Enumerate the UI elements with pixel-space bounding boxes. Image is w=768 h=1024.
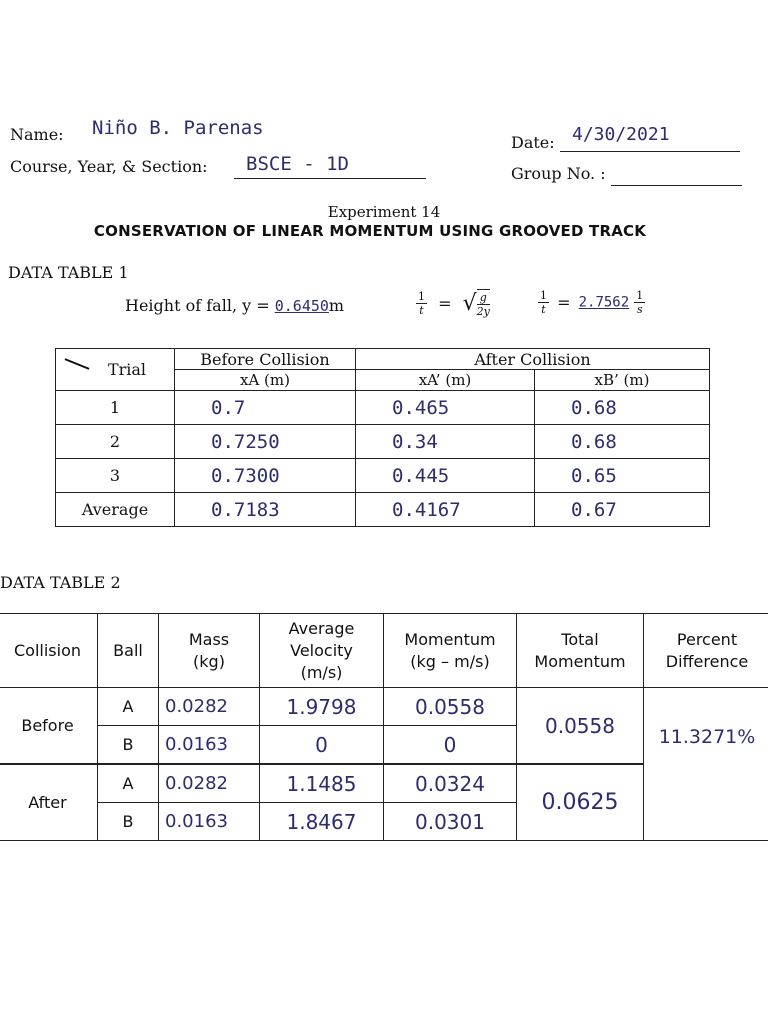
height-value: 0.6450: [274, 297, 329, 315]
total-momentum-header: Total Momentum: [517, 614, 644, 688]
table-row: B 0.0163 0 0: [0, 726, 768, 765]
experiment-title: CONSERVATION OF LINEAR MOMENTUM USING GROOVED TRACK: [93, 222, 647, 240]
height-unit: m: [328, 296, 345, 315]
before-label: Before: [0, 688, 98, 765]
date-underline: [560, 151, 740, 152]
sqrt-icon: √: [462, 291, 477, 316]
table-row: B 0.0163 1.8467 0.0301: [0, 803, 768, 841]
group-label: Group No. :: [511, 164, 606, 183]
table1-title: DATA TABLE 1: [8, 263, 129, 282]
experiment-number: Experiment 14: [327, 203, 441, 221]
collision-header: Collision: [0, 614, 98, 688]
total-momentum-before: 0.0558: [517, 688, 644, 765]
mass-header: Mass (kg): [159, 614, 260, 688]
percent-difference-header: Percent Difference: [644, 614, 768, 688]
table-row: 3 0.7300 0.445 0.65: [56, 459, 710, 493]
table-row: 1 0.7 0.465 0.68: [56, 391, 710, 425]
data-table-1: [55, 348, 710, 527]
after-label: After: [0, 764, 98, 841]
table-row: Before A 0.0282 1.9798 0.0558 0.0558 11.3271%: [0, 688, 768, 726]
table-row: 2 0.7250 0.34 0.68: [56, 425, 710, 459]
trial-header: Trial: [56, 349, 175, 391]
date-value: 4/30/2021: [572, 124, 670, 145]
xa-header: xA (m): [175, 370, 356, 391]
percent-difference-value: 11.3271%: [644, 688, 768, 841]
velocity-header: Average Velocity (m/s): [260, 614, 384, 688]
height-label: Height of fall, y =: [125, 296, 270, 315]
after-collision-header: After Collision: [356, 349, 710, 370]
momentum-header: Momentum (kg – m/s): [384, 614, 517, 688]
table2-title: DATA TABLE 2: [0, 573, 121, 592]
result-value: 2.7562: [578, 294, 630, 311]
height-of-fall: [125, 296, 344, 315]
date-label: Date:: [511, 133, 555, 152]
group-underline: [611, 185, 742, 186]
ball-header: Ball: [98, 614, 159, 688]
name-label: Name:: [10, 125, 64, 144]
formula-lhs: $\frac{1}{t}$: [418, 290, 425, 317]
formula-root: $\frac{g}{2y}$: [476, 291, 490, 318]
table-row: After A 0.0282 1.1485 0.0324 0.0625: [0, 764, 768, 803]
velocity-formula: [416, 289, 490, 318]
total-momentum-after: 0.0625: [517, 764, 644, 841]
course-underline: [234, 178, 426, 179]
course-label: Course, Year, & Section:: [10, 157, 208, 176]
table-row: Average 0.7183 0.4167 0.67: [56, 493, 710, 527]
data-table-2: [0, 613, 768, 841]
name-value: Niño B. Parenas: [92, 117, 264, 139]
result-lhs: $\frac{1}{t}$: [540, 289, 547, 316]
result-unit: $\frac{1}{s}$: [636, 289, 644, 316]
course-value: BSCE - 1D: [246, 153, 349, 175]
xa-after-header: xA’ (m): [356, 370, 535, 391]
velocity-result: [538, 289, 645, 316]
result-equals: =: [557, 293, 571, 312]
xb-after-header: xB’ (m): [535, 370, 710, 391]
formula-equals: =: [438, 294, 452, 313]
before-collision-header: Before Collision: [175, 349, 356, 370]
